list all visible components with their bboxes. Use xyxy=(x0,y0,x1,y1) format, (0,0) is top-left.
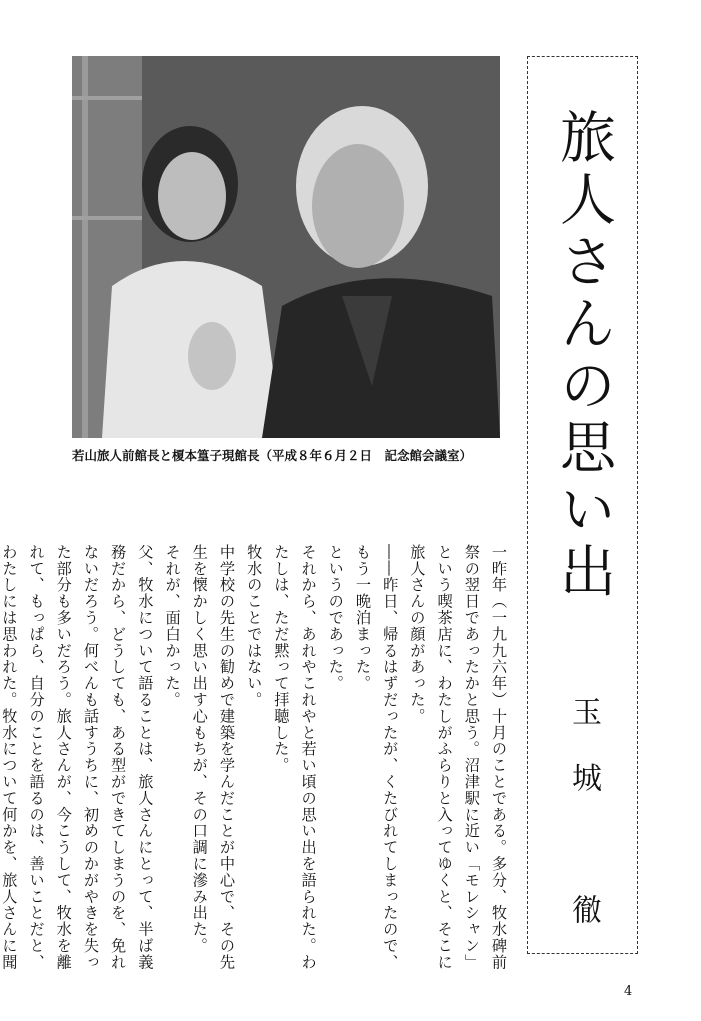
paragraph: それが、面白かった。 xyxy=(163,544,182,708)
paragraph: 父、牧水について語ることは、旅人さんにとって、半ば義務だから、どうしても、ある型ができてしまうのを、免れないだろう。何べんも話すうちに、初めのかがやきを失った部分も多いだろう。旅人さんが、今こうして、牧水を離れて、もっぱら、自分のことを語るのは、善いことだと、わたしには思われた。牧水について何かを、旅人さんに聞 xyxy=(0,544,155,971)
photo-illustration xyxy=(72,56,500,438)
paragraph: 一昨年（一九九六年）十月のことである。多分、牧水碑前祭の翌日であったかと思う。沼津駅に近い「モレシャン」という喫茶店に、わたしがふらりと入ってゆくと、そこに旅人さんの顔があった。 xyxy=(408,544,508,971)
article-body xyxy=(0,544,512,984)
author-name: 玉城 徹 xyxy=(566,696,601,960)
page-number: 4 xyxy=(624,984,633,999)
paragraph: というのであった。 xyxy=(326,544,345,692)
article-title: 旅人さんの思い出 xyxy=(551,108,616,604)
photo xyxy=(72,56,500,438)
paragraph: ――昨日、帰るはずだったが、くたびれてしまったので、もう一晩泊まった。 xyxy=(353,544,400,971)
paragraph: 中学校の先生の勧めで建築を学んだことが中心で、その先生を懐かしく思い出す心もちが、その口調に滲み出た。 xyxy=(190,544,236,971)
photo-caption: 若山旅人前館長と榎本篁子現館長（平成８年６月２日 記念館会議室） xyxy=(72,448,473,463)
paragraph: 牧水のことではない。 xyxy=(245,544,264,708)
paragraph: それから、あれやこれやと若い頃の思い出を語られた。わたしは、ただ黙って拝聴した。 xyxy=(272,544,318,971)
